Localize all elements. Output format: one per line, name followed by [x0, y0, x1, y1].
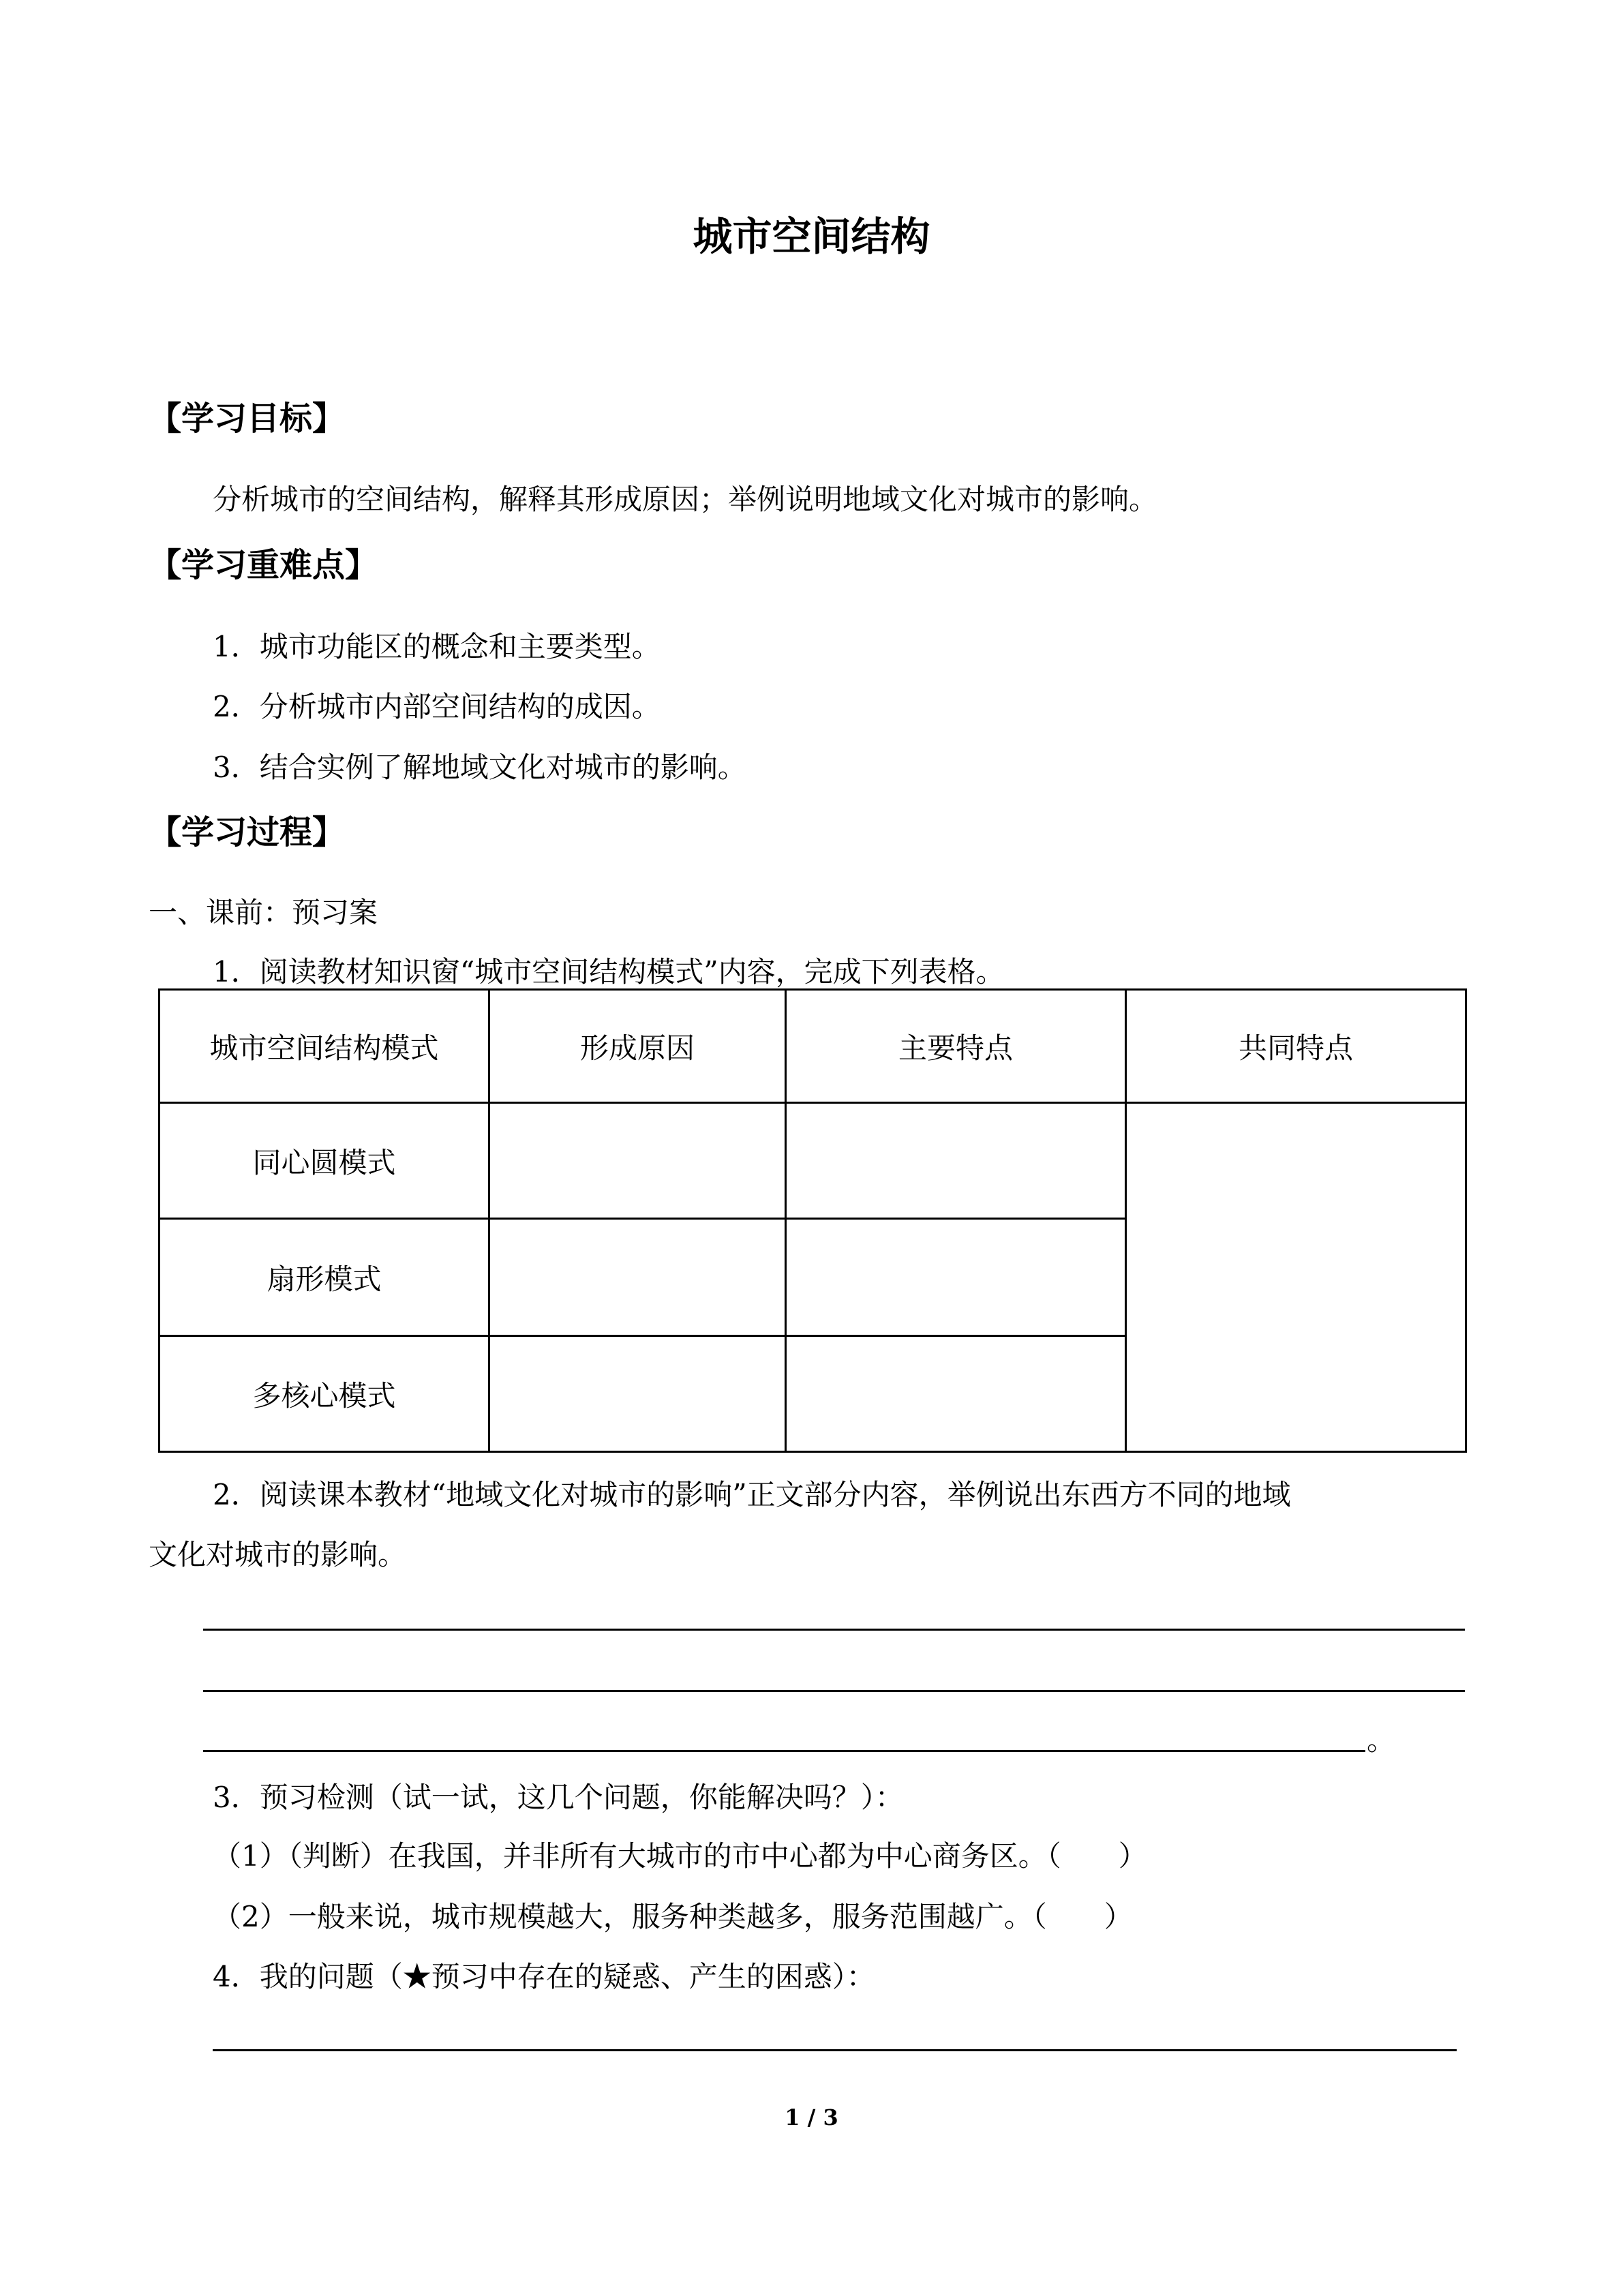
- question-3: 3．预习检测（试一试，这几个问题，你能解决吗？）：: [213, 1781, 904, 1814]
- table-cell-blank[interactable]: [489, 1336, 786, 1452]
- key-points-heading: 【学习重难点】: [149, 546, 378, 584]
- table-cell-blank[interactable]: [786, 1336, 1126, 1452]
- table-header-mode: 城市空间结构模式: [160, 990, 489, 1103]
- answer-end-mark: 。: [1367, 1723, 1396, 1757]
- answer-line[interactable]: [203, 1690, 1465, 1692]
- table-row-concentric: 同心圆模式: [160, 1103, 489, 1219]
- question-1: 1．阅读教材知识窗“城市空间结构模式”内容，完成下列表格。: [213, 955, 1005, 988]
- table-header-common: 共同特点: [1126, 990, 1466, 1103]
- page-number: 1 / 3: [785, 2104, 838, 2130]
- structure-table: [158, 988, 1467, 1453]
- question-3-1: （1）（判断）在我国，并非所有大城市的市中心都为中心商务区。（ ）: [213, 1839, 1147, 1873]
- question-2-line1: 2．阅读课本教材“地域文化对城市的影响”正文部分内容，举例说出东西方不同的地域: [213, 1478, 1291, 1511]
- page-title: 城市空间结构: [693, 213, 930, 260]
- answer-line[interactable]: [203, 1750, 1365, 1752]
- key-point-2: 2．分析城市内部空间结构的成因。: [213, 690, 661, 723]
- table-header-feature: 主要特点: [786, 990, 1126, 1103]
- process-heading: 【学习过程】: [149, 813, 346, 851]
- key-point-3: 3．结合实例了解地域文化对城市的影响。: [213, 751, 746, 784]
- question-3-2: （2）一般来说，城市规模越大，服务种类越多，服务范围越广。（ ）: [213, 1900, 1133, 1933]
- table-cell-blank[interactable]: [489, 1103, 786, 1219]
- question-4: 4．我的问题（★预习中存在的疑惑、产生的困惑）：: [213, 1960, 875, 1993]
- goals-heading: 【学习目标】: [149, 399, 346, 438]
- table-cell-blank[interactable]: [489, 1219, 786, 1336]
- goals-text: 分析城市的空间结构，解释其形成原因；举例说明地域文化对城市的影响。: [213, 483, 1158, 516]
- question-answer-line[interactable]: [213, 2049, 1457, 2051]
- table-header-cause: 形成原因: [489, 990, 786, 1103]
- question-2-line2: 文化对城市的影响。: [149, 1538, 407, 1571]
- answer-line[interactable]: [203, 1629, 1465, 1631]
- table-cell-common-blank[interactable]: [1126, 1103, 1466, 1452]
- table-cell-blank[interactable]: [786, 1219, 1126, 1336]
- table-cell-blank[interactable]: [786, 1103, 1126, 1219]
- table-row-sector: 扇形模式: [160, 1219, 489, 1336]
- table-row-multi-nuclei: 多核心模式: [160, 1336, 489, 1452]
- part1-label: 一、课前：预习案: [149, 896, 378, 929]
- key-point-1: 1．城市功能区的概念和主要类型。: [213, 630, 661, 663]
